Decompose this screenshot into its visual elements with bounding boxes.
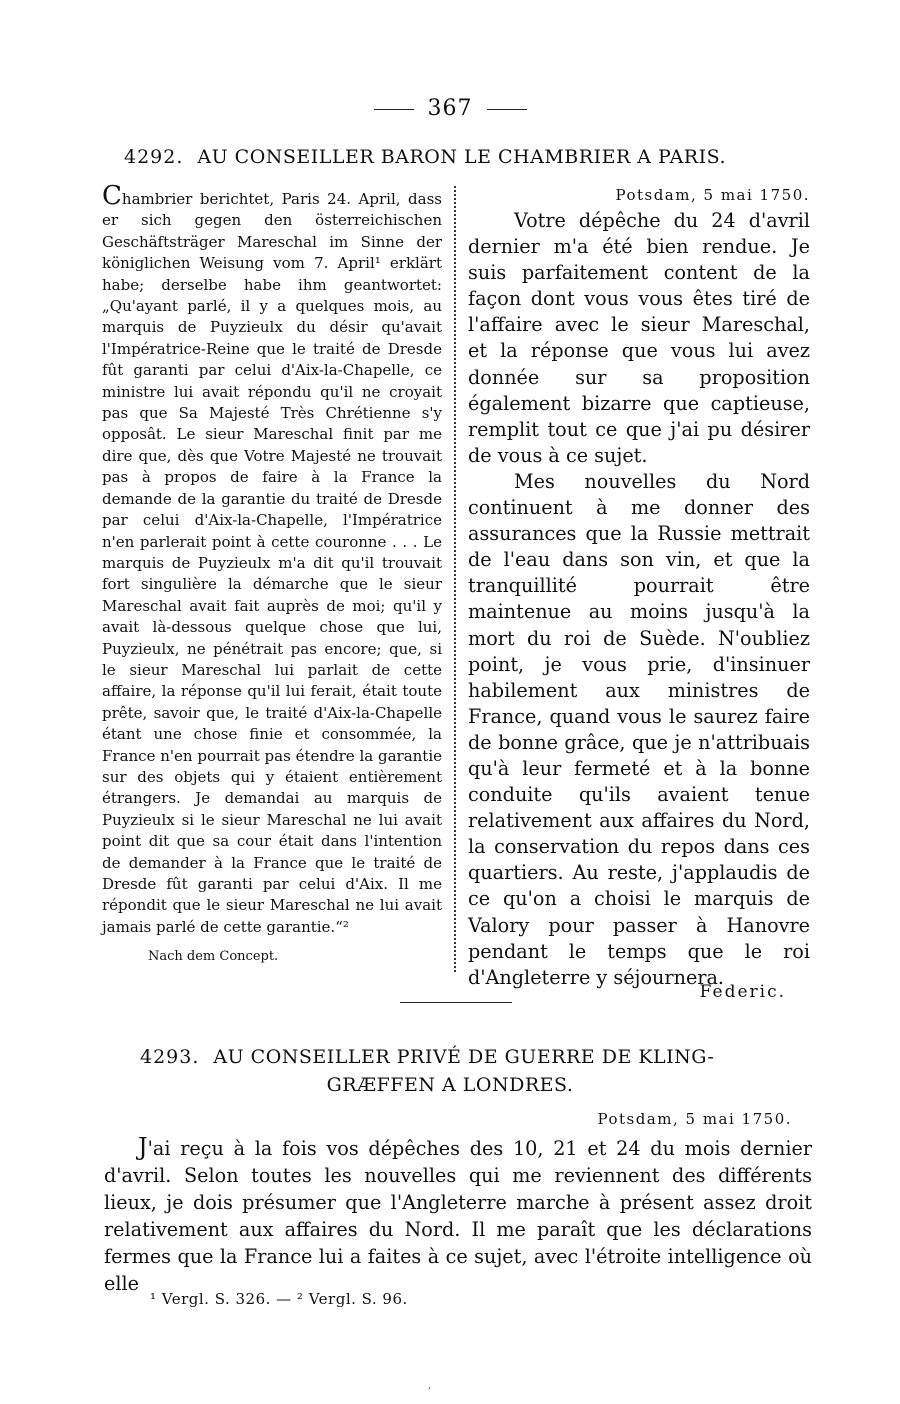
page-number: 367 — [427, 96, 473, 121]
letter1-source-note: Nach dem Concept. — [148, 949, 279, 965]
letter2-paragraph — [104, 1134, 812, 1297]
letter1-signature: Federic. — [699, 981, 786, 1002]
letter1-number: 4292. — [124, 146, 184, 168]
letter1-date: Potsdam, 5 mai 1750. — [615, 186, 810, 204]
letter2-title-line2: GRÆFFEN A LONDRES. — [326, 1074, 574, 1096]
section-rule — [400, 1002, 512, 1003]
print-mark: , — [428, 1380, 432, 1391]
letter1-paragraph-2: Mes nouvelles du Nord continuent à me donner des assurances que la Russie mettrait de l'eau dans son vin, et que la tranquillité pourrait être maintenue au moins jusqu'à la mort du roi de Suède. N'oubliez point, je vous prie, d'insinuer habilement aux ministres de France, quand vous le saurez faire de bonne grâce, que je n'attribuais qu'à leur fermeté et à la bonne conduite qu'ils avaient tenue relativement aux affaires du Nord, la conservation du repos dans ces quartiers. Au reste, j'applaudis de ce qu'on a choisi le marquis de Valory pour passer à Hanovre pendant le temps que le roi d'Angleterre y séjournera. — [468, 469, 810, 989]
letter1-summary-text: hambrier berichtet, Paris 24. April, dass er sich gegen den österreichischen Geschäftsträger Mareschal im Sinne der königlichen Weisung vom 7. April¹ erklärt habe; derselbe habe ihm geantwortet: „Qu'ayant parlé, il y a quelques mois, au marquis de Puyzieulx du désir qu'avait l'Impératrice-Reine que le traité de Dresde fût garanti par celui d'Aix-la-Chapelle, ce ministre lui avait répondu qu'il ne croyait pas que Sa Majesté Très Chrétienne s'y opposât. Le sieur Mareschal finit par me dire que, dès que Votre Majesté ne trouvait pas à propos de faire à la France la demande de la garantie du traité de Dresde par celui d'Aix-la-Chapelle, l'Impératrice n'en parlerait point à cette couronne . . . Le marquis de Puyzieulx m'a dit qu'il trouvait fort singulière la démarche que le sieur Mareschal avait fait auprès de moi; qu'il y avait là-dessous quelque chose que lui, Puyzieulx, ne pénétrait pas encore; que, si le sieur Mareschal lui parlait de cette affaire, la réponse qu'il lui ferait, était toute prête, savoir que, le traité d'Aix-la-Chapelle étant une chose finie et consommée, la France n'en pourrait pas étendre la garantie sur des objets qui y étaient entièrement étrangers. Je demandai au marquis de Puyzieulx si le sieur Mareschal ne lui avait point dit que sa cour était dans l'intention de demander à la France que le traité de Dresde fût garanti par celui d'Aix. Il me répondit que le sieur Mareschal ne lui avait jamais parlé de cette garantie.“² — [102, 190, 442, 936]
letter2-text — [104, 1134, 812, 1297]
letter1-heading — [124, 146, 794, 168]
letter2-date: Potsdam, 5 mai 1750. — [597, 1110, 792, 1128]
letter2-initial: J — [138, 1133, 148, 1161]
letter2-title-line1: AU CONSEILLER PRIVÉ DE GUERRE DE KLING- — [213, 1046, 715, 1068]
page-number-dash-right — [487, 109, 527, 110]
letter1-summary-initial: C — [102, 181, 122, 211]
letter1-paragraph-1: Votre dépêche du 24 d'avril dernier m'a été bien rendue. Je suis parfaitement content de la façon dont vous vous êtes tiré de l'affaire avec le sieur Mareschal, et la réponse que vous lui avez donnée sur sa proposition également bizarre que captieuse, remplit tout ce que j'ai pu désirer de vous à ce sujet. — [468, 209, 810, 467]
letter2-paragraph-text: 'ai reçu à la fois vos dépêches des 10, 21 et 24 du mois dernier d'avril. Selon toutes les nouvelles qui me reviennent des différents lieux, je dois présumer que l'Angleterre marche à présent assez droit relativement aux affaires du Nord. Il me paraît que les déclarations fermes que la France lui a faites à ce sujet, avec l'étroite intelligence où elle — [104, 1137, 812, 1295]
column-divider — [454, 186, 456, 972]
letter2-heading — [140, 1046, 810, 1068]
letter1-summary — [102, 181, 442, 938]
letter1-summary-column — [102, 181, 442, 968]
page-number-dash-left — [374, 109, 414, 110]
letter1-text-column — [468, 184, 810, 1005]
letter1-title: AU CONSEILLER BARON LE CHAMBRIER A PARIS. — [197, 146, 726, 168]
letter2-number: 4293. — [140, 1046, 200, 1068]
page-number-line — [0, 96, 900, 121]
footnotes: ¹ Vergl. S. 326. — ² Vergl. S. 96. — [150, 1290, 408, 1308]
